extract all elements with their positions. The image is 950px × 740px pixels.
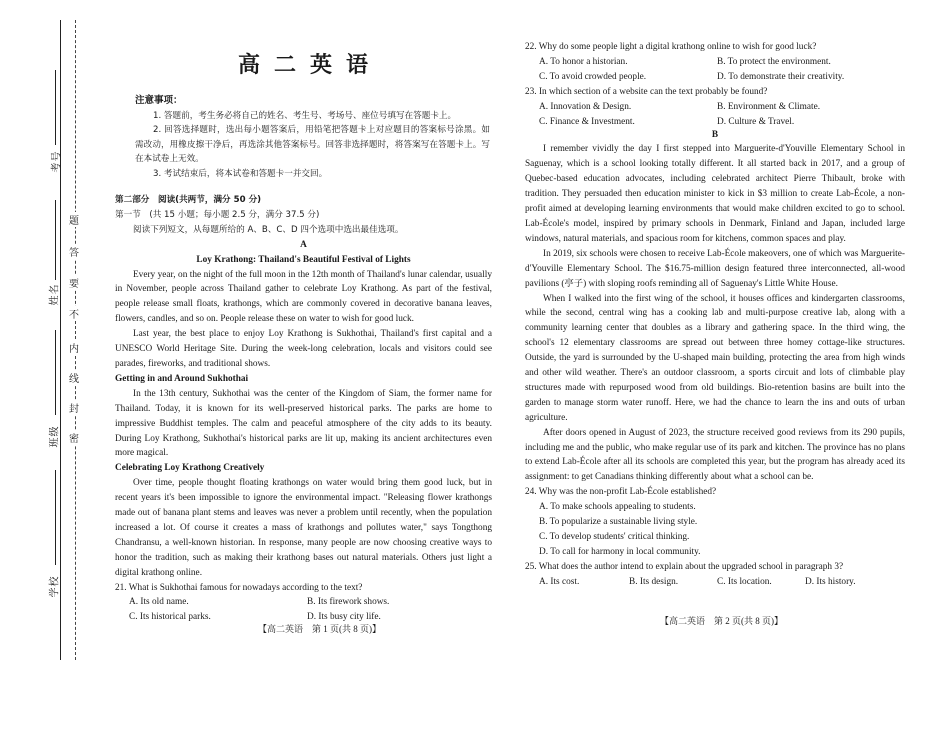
passage-paragraph: In 2019, six schools were chosen to receive Lab-École makeovers, one of which was Marguerite-d'Youville Elementary School. The $16.75-million design featured three interconnected, all-wood pavilions (亭子) with sloping roofs reminding all of Saguenay's Little White House. xyxy=(525,248,905,289)
option: A. Its cost. xyxy=(539,576,580,587)
question-stem: 24. Why was the non-profit Lab-École established? xyxy=(525,487,717,498)
class-label: 班级 xyxy=(49,425,61,448)
notice-title: 注意事项： xyxy=(135,95,183,106)
option: B. Environment & Climate. xyxy=(717,101,821,112)
passage-title: Loy Krathong: Thailand's Beautiful Festival of Lights xyxy=(196,254,411,265)
question-options xyxy=(525,500,905,560)
seal-char: 内 xyxy=(67,340,81,355)
name-label: 姓名 xyxy=(49,283,61,306)
page1-column xyxy=(115,193,492,625)
seal-char: 密 xyxy=(67,430,81,445)
passage-letter: B xyxy=(711,130,719,141)
page2-column xyxy=(525,40,905,590)
option: B. To protect the environment. xyxy=(717,56,831,67)
passage-paragraph: Last year, the best place to enjoy Loy Krathong is Sukhothai, Thailand's first capital and a UNESCO World Heritage Site. During the week-long celebration, locals and visitors could see parades, fireworks, and traditional shows. xyxy=(115,329,492,369)
seal-char: 不 xyxy=(67,306,81,321)
option: D. To demonstrate their creativity. xyxy=(717,71,845,82)
seal-char: 要 xyxy=(67,275,81,290)
option: C. To develop students' critical thinking. xyxy=(539,532,690,542)
page2-footer: 【高二英语 第 2 页(共 8 页)】 xyxy=(660,616,783,626)
exam-no-line xyxy=(55,70,56,145)
exam-no-label: 考号 xyxy=(51,150,63,173)
notice-item: 2. 回答选择题时，选出每小题答案后，用铅笔把答题卡上对应题目的答案标号涂黑。如需改动，用橡皮擦干净后，再选涂其他答案标号。回答非选择题时，将答案写在答题卡上。写在本试卷上无效。 xyxy=(135,125,490,165)
option: A. To make schools appealing to students. xyxy=(539,502,696,513)
seal-char: 答 xyxy=(67,244,81,259)
page-title: 高二英语 xyxy=(237,53,382,78)
class-line xyxy=(55,330,56,415)
question-stem: 25. What does the author intend to explain about the upgraded school in paragraph 3? xyxy=(525,561,844,572)
notice-item: 1. 答题前，考生务必将自己的姓名、考生号、考场号、座位号填写在答题卡上。 xyxy=(153,110,457,121)
option: C. Its location. xyxy=(717,576,772,587)
school-label: 学校 xyxy=(49,575,61,598)
passage-subheading: Celebrating Loy Krathong Creatively xyxy=(115,463,265,474)
page1-footer: 【高二英语 第 1 页(共 8 页)】 xyxy=(258,624,381,634)
passage-letter: A xyxy=(300,239,307,250)
question-options xyxy=(525,575,905,590)
question-stem: 22. Why do some people light a digital krathong online to wish for good luck? xyxy=(525,42,817,52)
question-options xyxy=(525,55,905,85)
option: B. To popularize a sustainable living style. xyxy=(539,517,698,528)
passage-paragraph: Every year, on the night of the full moon in the 12th month of Thailand's lunar calendar, usually in November, people across Thailand gather to celebrate Loy Krathong. As part of the festival, people release small floats, krathongs, which are commonly covered in decorative banana leaves, flowers, candles, and so on. People release these on water to wish for good luck. xyxy=(115,269,492,325)
option: C. Finance & Investment. xyxy=(539,116,635,127)
seal-char: 题 xyxy=(67,212,81,227)
question-stem: 21. What is Sukhothai famous for nowadays according to the text? xyxy=(115,582,363,593)
notice-block xyxy=(135,94,490,182)
option: A. Innovation & Design. xyxy=(539,101,632,112)
name-line xyxy=(55,200,56,280)
option: D. Culture & Travel. xyxy=(717,116,795,127)
question-options xyxy=(115,595,492,625)
seal-char: 线 xyxy=(67,370,81,385)
option: B. Its design. xyxy=(629,576,679,587)
passage-paragraph: Over time, people thought floating krathongs on water would bring them good luck, but in recent years it's been impossible to ignore the environmental impact. "Releasing flower krathongs made out of banana plant stems and leaves was never a problem until recently, when the population increased a lot. Of course it creates a mass of krathongs and pollutes water," says Tongthong Chandransu, a well-known historian. In response, many people are now choosing creative ways to honor the tradition, such as making their krathong bases out natural materials. Others just light a digital krathong online. xyxy=(115,478,492,578)
option: A. Its old name. xyxy=(129,597,189,608)
notice-item: 3. 考试结束后，将本试卷和答题卡一并交回。 xyxy=(153,168,328,179)
passage-paragraph: I remember vividly the day I first stepped into Marguerite-d'Youville Elementary School in Saguenay, which is a school looking totally different. It all started back in 2017, and a group of Quebec-based education advocates, including celebrated architect Pierre Thibault, broke with tradition. They persuaded then education minister to kick in $3 million to create Lab-École, a non-profit aimed at developing learning environments that would make children excited to go to school. Lab-École's model, inspired by primary schools in Denmark, Finland and Japan, included large windows, natural materials, and spacious room for kitchens, common spaces and play. xyxy=(525,144,905,244)
option: B. Its firework shows. xyxy=(307,597,390,608)
option: C. To avoid crowded people. xyxy=(539,71,647,82)
option: D. To call for harmony in local community. xyxy=(539,546,701,557)
section-instruction: 阅读下列短文，从每题所给的 A、B、C、D 四个选项中选出最佳选项。 xyxy=(133,224,404,235)
passage-paragraph: After doors opened in August of 2023, the structure received good reviews from its 290 pupils, including me and the public, who make regular use of its park and kitchen. The province has no plans to extend Lab-École after all its schools are completed this year, but the program has already aced its assignment: to get Canadians thinking differently about what a school can be. xyxy=(525,427,905,483)
passage-subheading: Getting in and Around Sukhothai xyxy=(115,373,249,384)
part-heading: 第二部分 阅读(共两节，满分 50 分) xyxy=(115,195,262,205)
binding-solid-line xyxy=(60,20,61,660)
question-stem: 23. In which section of a website can the text probably be found? xyxy=(525,86,768,97)
binding-margin xyxy=(0,0,100,740)
passage-paragraph: In the 13th century, Sukhothai was the center of the Kingdom of Siam, the former name for Thailand. Today, it is known for its well-preserved historical parks. The parks are home to impressive Buddhist temples. The calm and peaceful atmosphere of the city adds to its beauty. During Loy Krathong, Sukhothai's historical parks are lit up, making its ancient architectures even more magical. xyxy=(115,388,492,459)
section-heading: 第一节 (共 15 小题；每小题 2.5 分，满分 37.5 分) xyxy=(115,209,320,220)
seal-char: 封 xyxy=(67,400,81,415)
option: C. Its historical parks. xyxy=(129,612,211,623)
option: D. Its busy city life. xyxy=(307,612,381,623)
option: D. Its history. xyxy=(805,576,856,587)
school-line xyxy=(55,470,56,565)
option: A. To honor a historian. xyxy=(539,56,628,67)
passage-paragraph: When I walked into the first wing of the school, it houses offices and kindergarten classrooms, while the second, central wing has a cooking lab and multi-purpose creative lab, along with a community learning center that doubles as a library and gathering space. In the third wing, the school's 12 elementary classrooms are spread out between three homey cottage-like structures. Outside, the yard is surrounded by the U-shaped main building, protecting the area from high winds and other wild weather. There's an outdoor classroom, a sports circuit and lots of climbable play structures made with repurposed wood from old buildings. Bio-retention basins are built into the garden to manage storm water runoff. Here, we had the chance to learn the ins and outs of urban agriculture. xyxy=(525,293,905,423)
question-options xyxy=(525,100,905,130)
